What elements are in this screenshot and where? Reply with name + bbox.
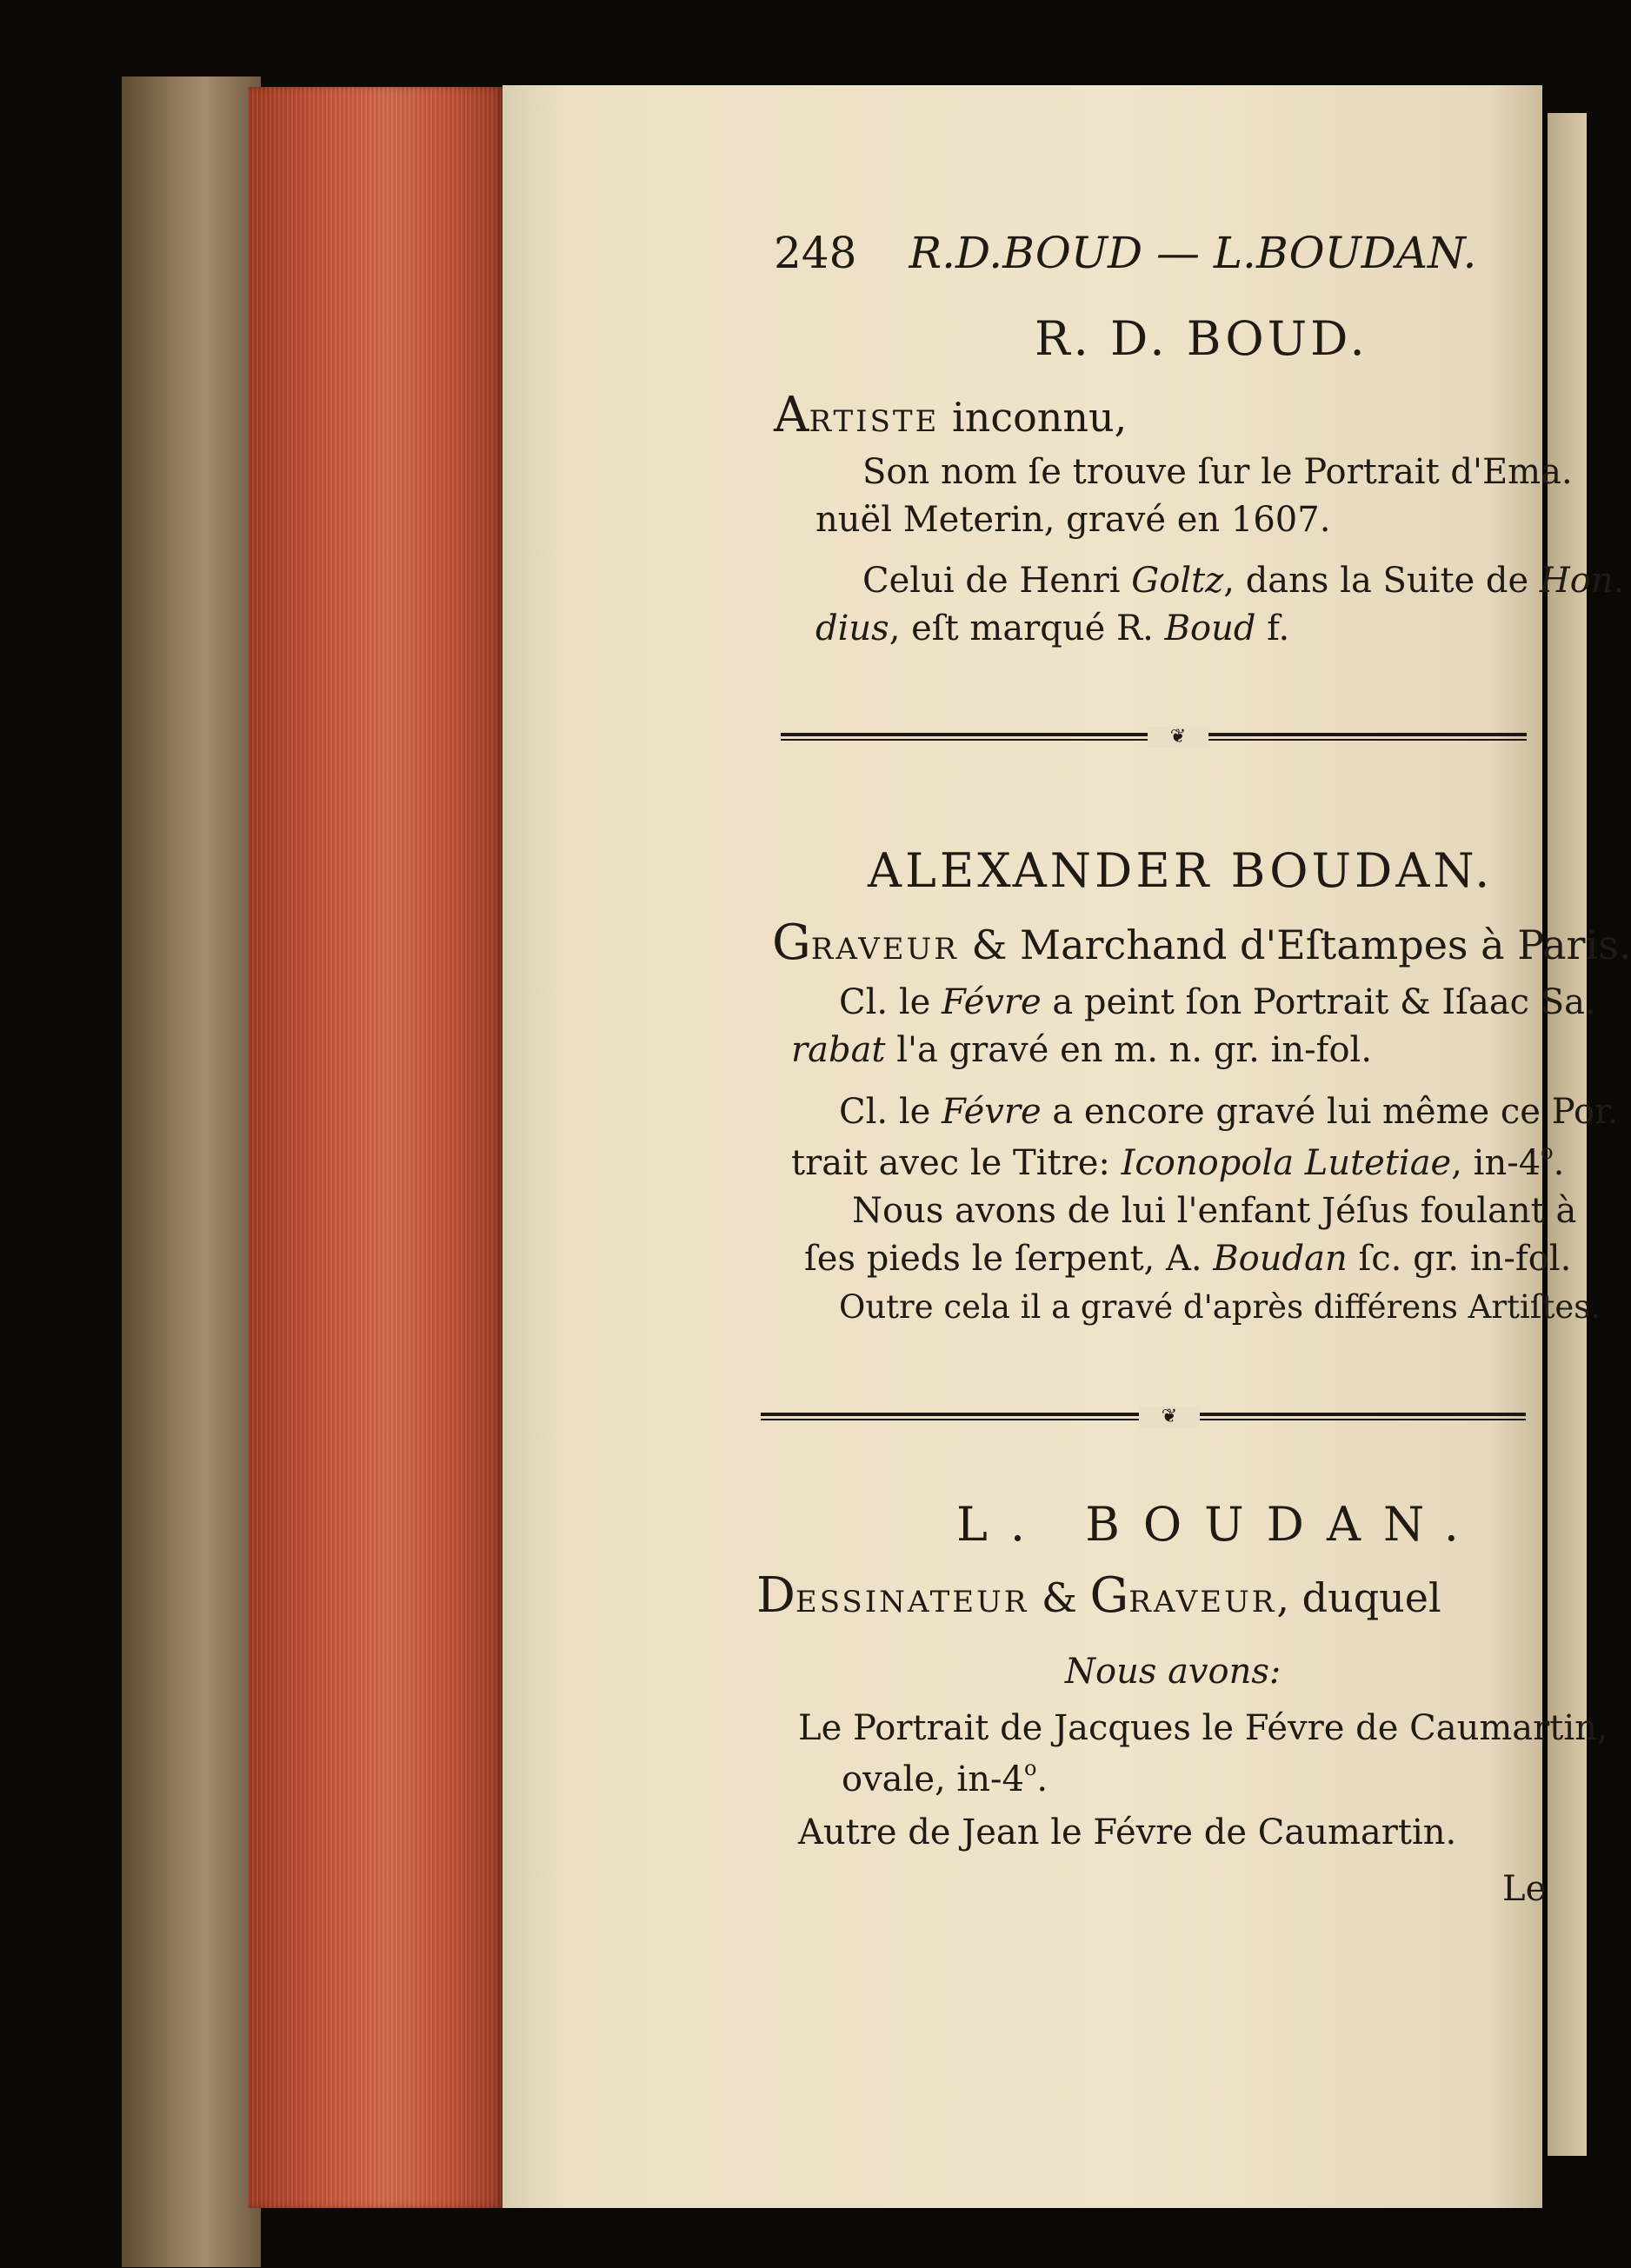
section-heading-l-boudan: L. BOUDAN. [956,1497,1481,1552]
book-cover-edge [122,76,261,2267]
text-line: ſes pieds le ſerpent, A. Boudan ſc. gr. in-fol. [804,1239,1572,1279]
text-line: rabat l'a gravé en m. n. gr. in-fol. [791,1030,1373,1070]
text-line: nuël Meterin, gravé en 1607. [816,500,1331,540]
subheading-nous-avons: Nous avons: [1065,1652,1282,1692]
text-line: Outre cela il a gravé d'après différens Artiſtes. [839,1288,1601,1326]
text-line: Cl. le Févre a encore gravé lui même ce Por. [839,1092,1619,1132]
fleuron-ornament-icon: ❦ [1148,727,1208,748]
section-heading-rd-boud: R. D. BOUD. [1035,311,1368,366]
text-line: dius, eſt marqué R. Boud f. [816,609,1290,648]
adjacent-page-edge [1548,113,1587,2156]
running-head-names: R.D.BOUD — L.BOUDAN. [909,228,1477,278]
text-line: Nous avons de lui l'enfant Jéſus foulant à [852,1191,1577,1231]
text-line: Autre de Jean le Févre de Caumartin. [798,1812,1457,1852]
text-line: Celui de Henri Goltz, dans la Suite de Hon. [862,561,1625,601]
text-line: Son nom ſe trouve ſur le Portrait d'Ema. [862,452,1573,492]
section-heading-alexander-boudan: ALEXANDER BOUDAN. [868,843,1494,898]
entry-line-l-boudan: DESSINATEUR & GRAVEUR, duquel [756,1567,1441,1624]
text-line: trait avec le Titre: Iconopola Lutetiae, in-4$^o$. [791,1140,1565,1183]
fleuron-ornament-icon: ❦ [1139,1407,1200,1427]
entry-line-rd-boud: ARTISTE inconnu, [774,387,1128,443]
running-head [774,228,1476,278]
red-fore-edge [248,87,504,2208]
text-line: Cl. le Févre a peint ſon Portrait & Iſaac Sa. [839,982,1596,1022]
text-line: ovale, in-4$^o$. [842,1756,1048,1799]
entry-line-alexander-boudan: GRAVEUR & Marchand d'Eſtampes à Paris. [772,915,1631,971]
catchword: Le [1502,1869,1547,1909]
text-line: Le Portrait de Jacques le Févre de Caumartin, [798,1708,1608,1748]
page-number: 248 [774,228,857,278]
